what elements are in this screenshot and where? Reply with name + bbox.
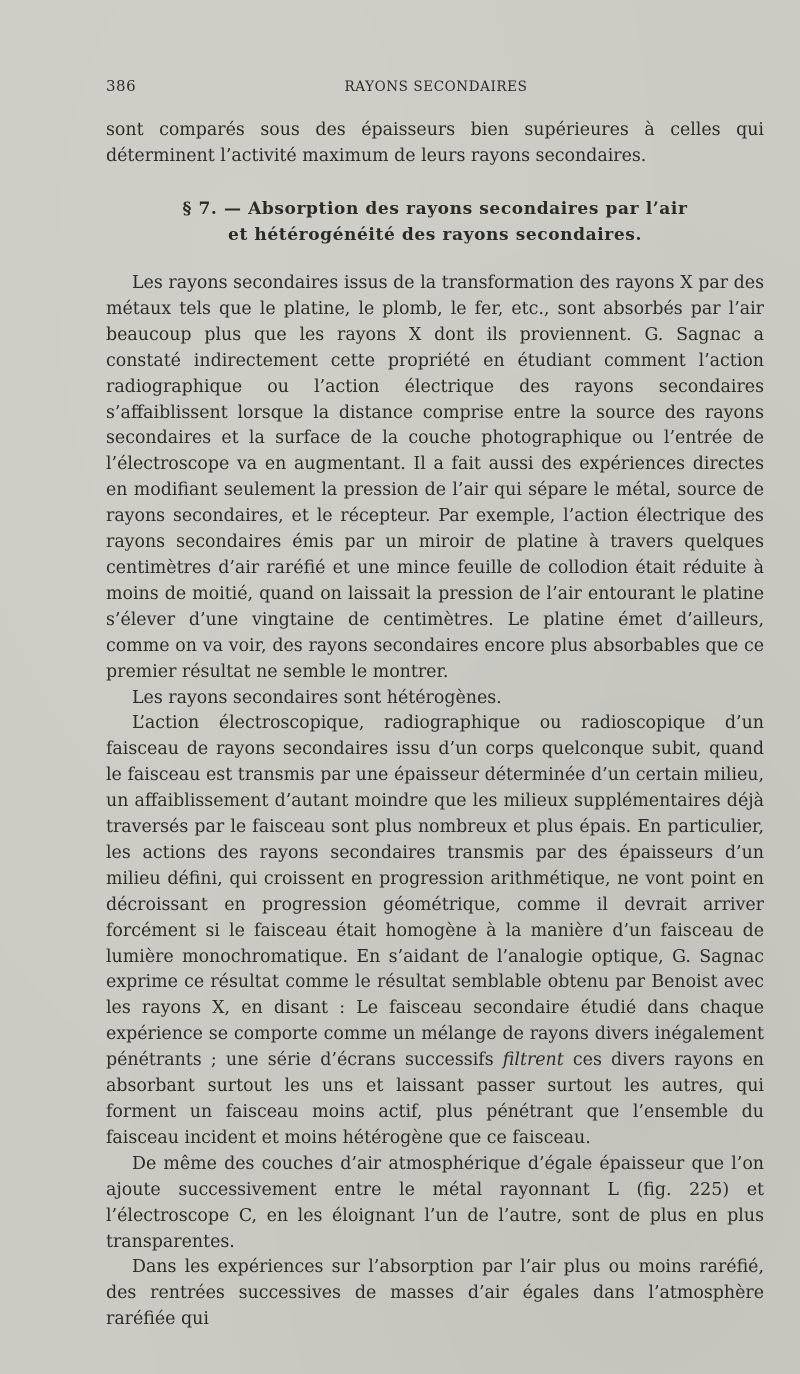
paragraph-3-part-2: ces divers rayons en absorbant surtout les uns et laissant passer surtout les autres, qui forment un faisceau moins actif, plus pénétrant que l’ensemble du faisceau incident et moins hétérogène que ce faisceau. <box>106 1050 765 1148</box>
section-heading <box>106 196 764 248</box>
page-number: 386 <box>106 77 137 95</box>
paragraph-2: Les rayons secondaires sont hétérogènes. <box>132 687 502 708</box>
section-heading-line-1: § 7. — Absorption des rayons secondaires par l’air <box>182 199 688 219</box>
paragraph-3 <box>106 711 764 1151</box>
paragraph-4: De même des couches d’air atmosphérique d’égale épaisseur que l’on ajoute successivement entre le métal rayonnant L (fig. 225) et l’électroscope C, en les éloignant l’un de l’autre, sont de plus en plus transparentes. <box>106 1153 764 1252</box>
section-heading-line-2: et hétérogénéité des rayons secondaires. <box>228 225 642 245</box>
paragraph-3-italic: filtrent <box>502 1050 564 1071</box>
paragraph-5: Dans les expériences sur l’absorption par l’air plus ou moins raréfié, des rentrées successives de masses d’air égales dans l’atmosphère raréfiée qui <box>106 1257 764 1330</box>
section-body <box>106 271 764 1333</box>
intro-paragraph <box>106 118 764 170</box>
intro-text: sont comparés sous des épaisseurs bien supérieures à celles qui déterminent l’activité maximum de leurs rayons secondaires. <box>106 120 764 166</box>
page-header <box>106 77 766 99</box>
paragraph-1: Les rayons secondaires issus de la transformation des rayons X par des métaux tels que le platine, le plomb, le fer, etc., sont absorbés par l’air beaucoup plus que les rayons X dont ils proviennent. G. Sagnac a constaté indirectement cette propriété en étudiant comment l’action radiographique ou l’action électrique des rayons secondaires s’affaiblissent lorsque la distance comprise entre la source des rayons secondaires et la surface de la couche photographique ou l’entrée de l’électroscope va en augmentant. Il a fait aussi des expériences directes en modifiant seulement la pression de l’air qui sépare le métal, source de rayons secondaires, et le récepteur. Par exemple, l’action électrique des rayons secondaires émis par un miroir de platine à travers quelques centimètres d’air raréfié et une mince feuille de collodion était réduite à moins de moitié, quand on laissait la pression de l’air entourant le platine s’élever d’une vingtaine de centimètres. Le platine émet d’ailleurs, comme on va voir, des rayons secondaires encore plus absorbables que ce premier résultat ne semble le montrer. <box>106 273 764 682</box>
paragraph-3-part-1: L’action électroscopique, radiographique ou radioscopique d’un faisceau de rayons secondaires issu d’un corps quelconque subit, quand le faisceau est transmis par une épaisseur déterminée d’un certain milieu, un affaiblissement d’autant moindre que les milieux supplémentaires déjà traversés par le faisceau sont plus nombreux et plus épais. En particulier, les actions des rayons secondaires transmis par des épaisseurs d’un milieu défini, qui croissent en progression arithmétique, ne vont point en décroissant en progression géométrique, comme il devrait arriver forcément si le faisceau était homogène à la manière d’un faisceau de lumière monochromatique. En s’aidant de l’analogie optique, G. Sagnac exprime ce résultat comme le résultat semblable obtenu par Benoist avec les rayons X, en disant : Le faisceau secondaire étudié dans chaque expérience se comporte comme un mélange de rayons divers inégalement pénétrants ; une série d’écrans successifs <box>106 713 764 1071</box>
running-title: RAYONS SECONDAIRES <box>344 79 528 95</box>
